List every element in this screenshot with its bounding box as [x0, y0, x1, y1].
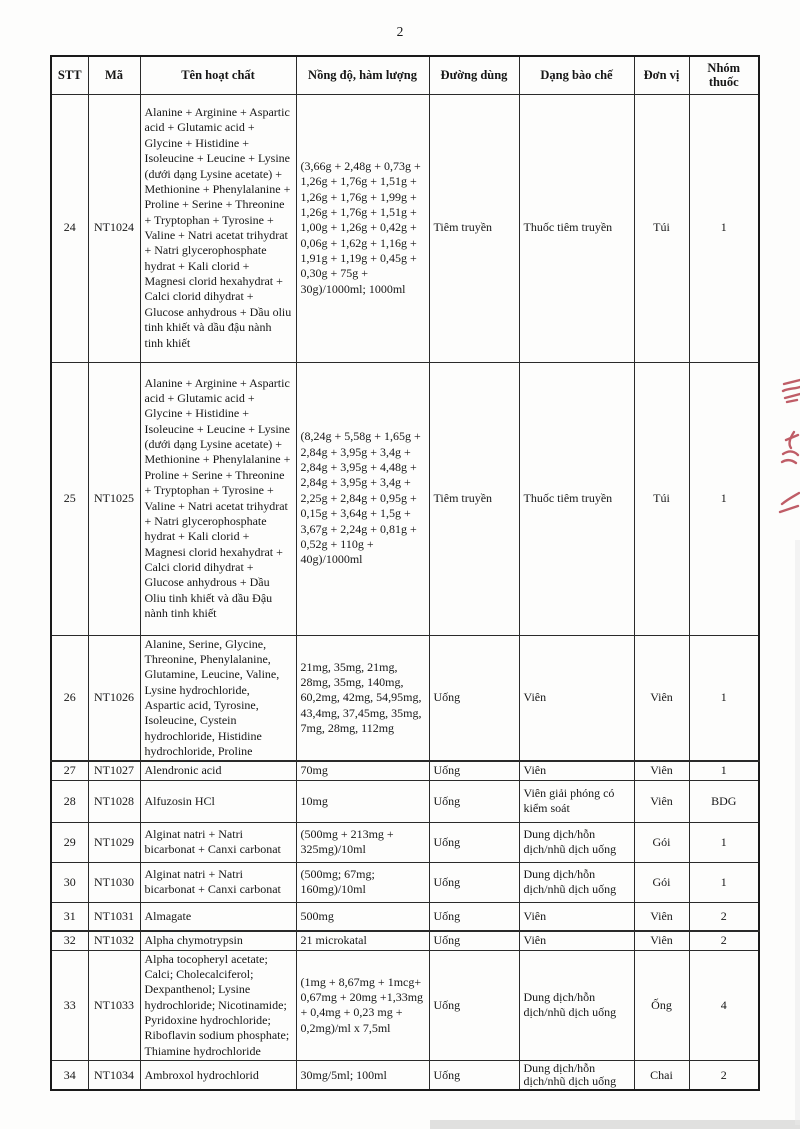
table-row: [51, 902, 759, 931]
cell-ma: NT1028: [88, 780, 140, 822]
cell-nhom: 1: [689, 862, 759, 902]
cell-ma: NT1024: [88, 94, 140, 362]
cell-donvi: Túi: [634, 362, 689, 635]
table-row: [51, 950, 759, 1061]
cell-donvi: Gói: [634, 862, 689, 902]
cell-nongdo: (3,66g + 2,48g + 0,73g + 1,26g + 1,76g + 1,51g + 1,26g + 1,76g + 1,99g + 1,26g + 1,76g + 1,51g + 1,00g + 1,26g + 0,42g + 0,06g + 1,62g + 1,16g + 1,91g + 1,19g + 0,45g + 0,30g + 75g + 30g)/1000ml; 1000ml: [296, 94, 429, 362]
cell-nongdo: (1mg + 8,67mg + 1mcg+ 0,67mg + 20mg +1,33mg + 0,4mg + 0,23 mg + 0,2mg)/ml x 7,5ml: [296, 950, 429, 1061]
table-row: [51, 94, 759, 362]
cell-nongdo: (8,24g + 5,58g + 1,65g + 2,84g + 3,95g + 3,4g + 2,84g + 3,95g + 4,48g + 2,84g + 3,95g + 3,4g + 2,25g + 2,84g + 0,95g + 0,15g + 3,64g + 1,5g + 3,67g + 2,24g + 0,81g + 0,52g + 110g + 40g)/1000ml: [296, 362, 429, 635]
cell-duongdung: Uống: [429, 931, 519, 950]
cell-ma: NT1030: [88, 862, 140, 902]
cell-ma: NT1031: [88, 902, 140, 931]
cell-stt: 27: [51, 761, 88, 780]
cell-duongdung: Uống: [429, 862, 519, 902]
cell-dangbaoche: Viên: [519, 635, 634, 761]
cell-dangbaoche: Dung dịch/hỗn dịch/nhũ dịch uống: [519, 1061, 634, 1090]
cell-stt: 34: [51, 1061, 88, 1090]
cell-duongdung: Uống: [429, 780, 519, 822]
cell-nongdo: (500mg + 213mg + 325mg)/10ml: [296, 822, 429, 862]
cell-dangbaoche: Thuốc tiêm truyền: [519, 362, 634, 635]
table-row: [51, 635, 759, 761]
cell-ma: NT1034: [88, 1061, 140, 1090]
cell-stt: 24: [51, 94, 88, 362]
header-don-vi: Đơn vị: [634, 56, 689, 94]
cell-duongdung: Tiêm truyền: [429, 362, 519, 635]
cell-duongdung: Uống: [429, 822, 519, 862]
cell-stt: 25: [51, 362, 88, 635]
table-row: [51, 1061, 759, 1090]
header-ten-hoat-chat: Tên hoạt chất: [140, 56, 296, 94]
cell-nongdo: 10mg: [296, 780, 429, 822]
cell-nhom: 1: [689, 635, 759, 761]
cell-ten: Alanine, Serine, Glycine, Threonine, Phenylalanine, Glutamine, Leucine, Valine, Lysine hydrochloride, Aspartic acid, Tyrosine, Isoleucine, Cystein hydrochloride, Histidine hydrochloride, Proline: [140, 635, 296, 761]
scan-shadow-artifact: [430, 1120, 800, 1129]
cell-nhom: 1: [689, 822, 759, 862]
table-row: [51, 862, 759, 902]
cell-stt: 26: [51, 635, 88, 761]
cell-ten: Alendronic acid: [140, 761, 296, 780]
cell-donvi: Túi: [634, 94, 689, 362]
cell-stt: 32: [51, 931, 88, 950]
cell-nongdo: 21mg, 35mg, 21mg, 28mg, 35mg, 140mg, 60,2mg, 42mg, 54,95mg, 43,4mg, 37,45mg, 35mg, 7mg, 28mg, 112mg: [296, 635, 429, 761]
cell-ten: Alfuzosin HCl: [140, 780, 296, 822]
cell-ten: Alginat natri + Natri bicarbonat + Canxi carbonat: [140, 822, 296, 862]
table-row: [51, 931, 759, 950]
header-duong-dung: Đường dùng: [429, 56, 519, 94]
cell-stt: 33: [51, 950, 88, 1061]
cell-duongdung: Tiêm truyền: [429, 94, 519, 362]
cell-stt: 29: [51, 822, 88, 862]
cell-nhom: 1: [689, 362, 759, 635]
table-row: [51, 761, 759, 780]
cell-ten: Alanine + Arginine + Aspartic acid + Glutamic acid + Glycine + Histidine + Isoleucine + Leucine + Lysine (dưới dạng Lysine acetate) + Methionine + Phenylalanine + Proline + Serine + Threonine + Tryptophan + Tyrosine + Valine + Natri acetat trihydrat + Natri glycerophosphate hydrat + Kali clorid + Magnesi clorid hexahydrat + Calci clorid dihydrat + Glucose anhydrous + Dầu oliu tinh khiết và dầu đậu nành tinh khiết: [140, 94, 296, 362]
cell-dangbaoche: Viên: [519, 902, 634, 931]
table-row: [51, 780, 759, 822]
cell-donvi: Viên: [634, 780, 689, 822]
header-ma: Mã: [88, 56, 140, 94]
cell-ma: NT1033: [88, 950, 140, 1061]
cell-duongdung: Uống: [429, 761, 519, 780]
cell-duongdung: Uống: [429, 902, 519, 931]
cell-nhom: 1: [689, 94, 759, 362]
cell-dangbaoche: Viên: [519, 761, 634, 780]
cell-donvi: Viên: [634, 635, 689, 761]
cell-ma: NT1025: [88, 362, 140, 635]
cell-nhom: BDG: [689, 780, 759, 822]
table-row: [51, 822, 759, 862]
cell-dangbaoche: Viên giải phóng có kiểm soát: [519, 780, 634, 822]
cell-donvi: Chai: [634, 1061, 689, 1090]
table-row: [51, 362, 759, 635]
cell-nongdo: (500mg; 67mg; 160mg)/10ml: [296, 862, 429, 902]
cell-donvi: Ống: [634, 950, 689, 1061]
cell-nongdo: 500mg: [296, 902, 429, 931]
cell-nhom: 2: [689, 902, 759, 931]
cell-nhom: 1: [689, 761, 759, 780]
cell-nongdo: 21 microkatal: [296, 931, 429, 950]
cell-ten: Alanine + Arginine + Aspartic acid + Glutamic acid + Glycine + Histidine + Isoleucine + Leucine + Lysine (dưới dạng Lysine acetate) + Methionine + Phenylalanine + Proline + Serine + Threonine + Tryptophan + Tyrosine + Valine + Natri acetat trihydrat + Natri glycerophosphate hydrat + Kali clorid + Magnesi clorid hexahydrat + Calci clorid dihydrat + Glucose anhydrous + Dầu Oliu tinh khiết và dầu Đậu nành tinh khiết: [140, 362, 296, 635]
cell-dangbaoche: Dung dịch/hỗn dịch/nhũ dịch uống: [519, 950, 634, 1061]
cell-nhom: 4: [689, 950, 759, 1061]
scan-edge-artifact: [795, 540, 800, 1125]
cell-ma: NT1029: [88, 822, 140, 862]
cell-dangbaoche: Viên: [519, 931, 634, 950]
cell-donvi: Viên: [634, 902, 689, 931]
header-dang-bao-che: Dạng bào chế: [519, 56, 634, 94]
cell-nhom: 2: [689, 931, 759, 950]
cell-ten: Alginat natri + Natri bicarbonat + Canxi carbonat: [140, 862, 296, 902]
header-stt: STT: [51, 56, 88, 94]
page-number: 2: [396, 24, 404, 39]
cell-ten: Alpha chymotrypsin: [140, 931, 296, 950]
cell-stt: 31: [51, 902, 88, 931]
cell-nongdo: 30mg/5ml; 100ml: [296, 1061, 429, 1090]
drug-table: [50, 55, 760, 1091]
cell-ma: NT1027: [88, 761, 140, 780]
cell-ten: Alpha tocopheryl acetate; Calci; Cholecalciferol; Dexpanthenol; Lysine hydrochloride; Nicotinamide; Pyridoxine hydrochloride; Riboflavin sodium phosphate; Thiamine hydrochloride: [140, 950, 296, 1061]
header-nong-do: Nồng độ, hàm lượng: [296, 56, 429, 94]
cell-nhom: 2: [689, 1061, 759, 1090]
cell-ten: Almagate: [140, 902, 296, 931]
cell-duongdung: Uống: [429, 950, 519, 1061]
cell-dangbaoche: Dung dịch/hỗn dịch/nhũ dịch uống: [519, 822, 634, 862]
cell-dangbaoche: Dung dịch/hỗn dịch/nhũ dịch uống: [519, 862, 634, 902]
cell-ma: NT1026: [88, 635, 140, 761]
cell-dangbaoche: Thuốc tiêm truyền: [519, 94, 634, 362]
cell-ten: Ambroxol hydrochlorid: [140, 1061, 296, 1090]
header-nhom-thuoc: Nhóm thuốc: [689, 56, 759, 94]
cell-donvi: Viên: [634, 761, 689, 780]
cell-duongdung: Uống: [429, 1061, 519, 1090]
cell-donvi: Gói: [634, 822, 689, 862]
red-ink-marks-icon: [770, 356, 800, 546]
cell-stt: 28: [51, 780, 88, 822]
cell-donvi: Viên: [634, 931, 689, 950]
cell-ma: NT1032: [88, 931, 140, 950]
table-header-row: [51, 56, 759, 94]
cell-nongdo: 70mg: [296, 761, 429, 780]
cell-stt: 30: [51, 862, 88, 902]
cell-duongdung: Uống: [429, 635, 519, 761]
